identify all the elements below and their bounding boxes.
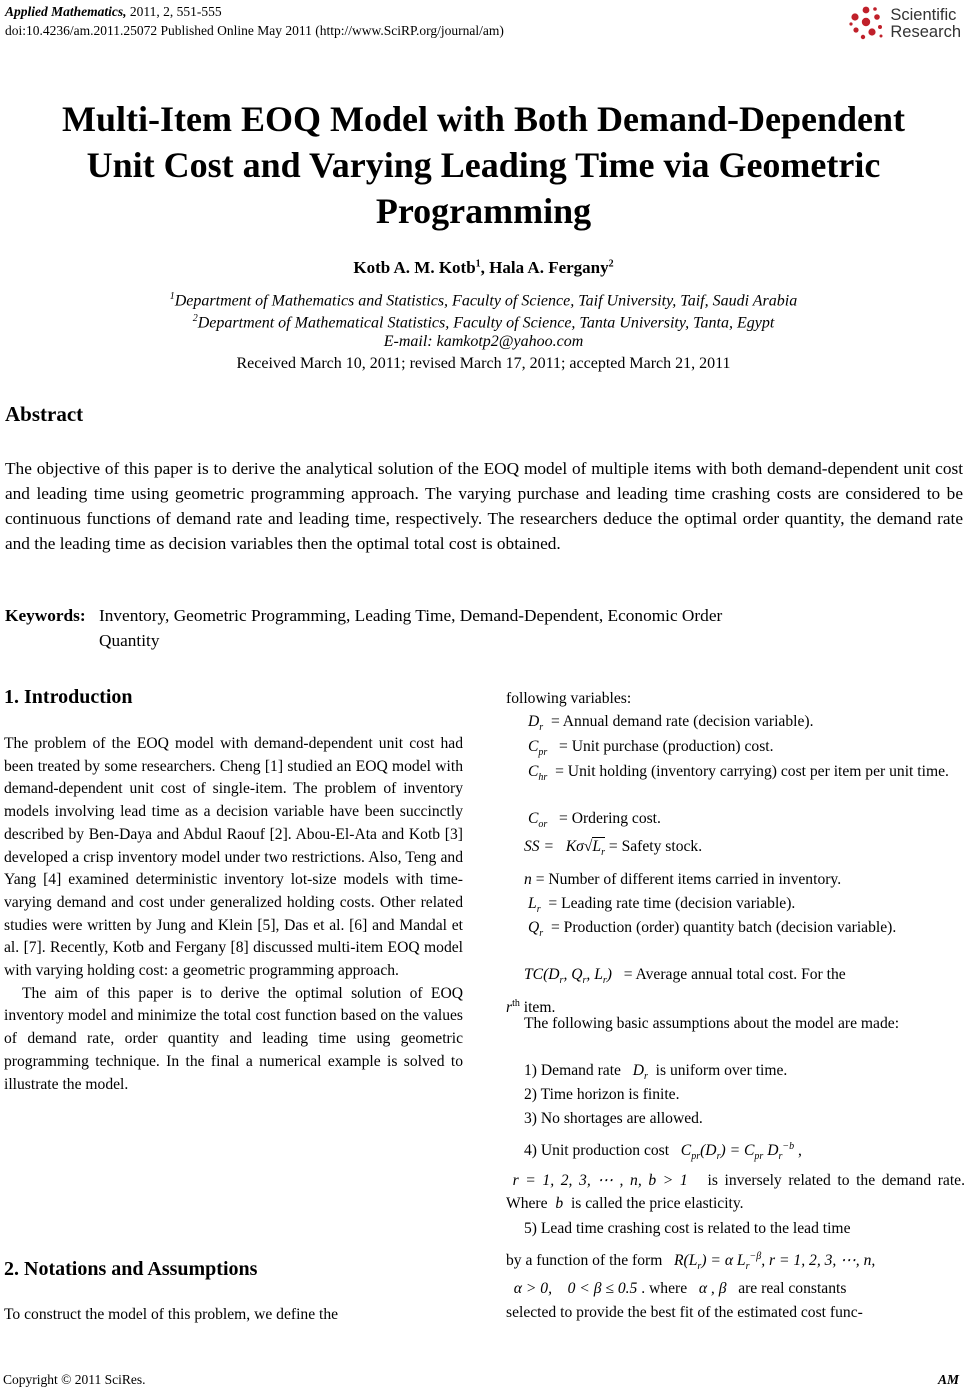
affil-1-text: Department of Mathematics and Statistics, Faculty of Science, Taif University, Taif, Saudi Arabia [174, 292, 798, 310]
intro-body [4, 733, 463, 1096]
assumptions-intro [506, 1013, 965, 1036]
notations-body: To construct the model of this problem, we define the [4, 1306, 339, 1323]
journal-name: Applied Mathematics, [5, 4, 127, 19]
assumption-4-b: b [555, 1194, 564, 1212]
assumption-5-tail-line: selected to provide the best fit of the estimated cost func- [506, 1304, 863, 1321]
var-items [506, 869, 965, 892]
assumption-5-params: α , β [698, 1280, 727, 1297]
var-tc-th: th [512, 997, 520, 1009]
intro-section [4, 686, 463, 709]
assumption-4-formula: $C_{pr}(D_r) = C_{pr}$ $D_r^{-b}$ [680, 1141, 795, 1163]
title-line-3: Programming [375, 191, 592, 231]
var-ordering-sub: or [538, 819, 548, 831]
keywords-text-1: Inventory, Geometric Programming, Leading Time, Demand-Dependent, Economic Order [99, 606, 723, 625]
var-tc-desc: = Average annual total cost. For the [623, 966, 846, 983]
logo-line-2: Research [890, 23, 961, 41]
abstract-heading: Abstract [5, 402, 84, 426]
var-ordering-desc: = Ordering cost. [559, 810, 661, 827]
scirp-logo-icon [846, 4, 886, 44]
var-order-quantity [506, 917, 965, 946]
intro-paragraph-2: The aim of this paper is to derive the optimal solution of EOQ inventory model and minimize the total cost function based on the values of demand rate, order quantity and leading time using geometric programming technique. In the final a numerical example is solved to illustrate the model. [4, 984, 463, 1093]
var-holding-cost [506, 761, 965, 790]
var-unit-cost-desc: = Unit purchase (production) cost. [559, 738, 774, 755]
assumption-4: 4) Unit production cost $C_{pr}(D_r) = C_{pr}$ $D_r^{-b}$ , [524, 1141, 802, 1163]
var-items-desc: = Number of different items carried in inventory. [535, 871, 842, 888]
var-demand-sub: r [539, 722, 544, 734]
keywords [5, 603, 722, 653]
assumption-4-lead: 4) Unit production cost [524, 1142, 670, 1160]
author-list [0, 258, 967, 278]
keywords-label: Keywords: [5, 606, 86, 625]
doi-line: doi:10.4236/am.2011.25072 Published Online May 2011 (http://www.SciRP.org/journal/am) [5, 23, 504, 38]
author-2: , Hala A. Fergany [480, 258, 609, 277]
title-line-2: Unit Cost and Varying Leading Time via Geometric [86, 145, 881, 185]
affil-2-mark: 2 [192, 313, 198, 324]
notations-section [4, 1258, 463, 1281]
intro-paragraph-1: The problem of the EOQ model with demand-dependent unit cost had been treated by some researchers. Cheng [1] studied an EOQ model with demand-dependent unit cost of single-item. The problem of inventory models involving lead time as a decision variable have been succinctly described by Ben-Daya and Abdul Raouf [2]. Abou-El-Ata and Kotb [3] developed a crisp inventory model under two restrictions. Also, Teng and Yang [4] examined deterministic inventory lot-size models with time-varying demand and cost under generalized holding costs. Other related studies were written by Jung and Klein [5], Das et al. [6] and Mandal et al. [7]. Recently, Kotb and Fergany [8] discussed multi-item EOQ model with varying holding cost: a geometric programming approach. [4, 735, 463, 980]
running-header [5, 2, 504, 40]
assumption-2: 2) Time horizon is finite. [524, 1086, 680, 1103]
var-leading-symbol: L [528, 895, 537, 912]
var-tc-symbol: $TC(D_r$, $Q_r$, $L_r$) [524, 966, 612, 987]
var-holding-symbol: C [528, 763, 539, 780]
abstract-text: The objective of this paper is to derive the analytical solution of the EOQ model of multiple items with both demand-dependent unit cost and leading time using geometric programming approach. The varying purchase and leading time crashing costs are considered to be continuous functions of demand rate and leading time, respectively. The researchers deduce the optimal order quantity, the demand rate and the leading time as decision variables then the optimal total cost is obtained. [5, 459, 963, 553]
var-tc-item: item. [519, 999, 556, 1016]
title-line-1: Multi-Item EOQ Model with Both Demand-Dependent [62, 99, 905, 139]
assumption-5-form-lead: by a function of the form [506, 1252, 663, 1270]
assumption-1-tail: is uniform over time. [655, 1062, 788, 1079]
paper-title [0, 96, 967, 234]
assumptions-intro-text: The following basic assumptions about the model are made: [524, 1015, 900, 1032]
var-tc-r: r [506, 999, 513, 1016]
affil-1-mark: 1 [169, 291, 175, 302]
author-2-affil-mark: 2 [608, 258, 614, 270]
var-quantity-desc: = Production (order) quantity batch (decision variable). [550, 919, 897, 936]
var-ss-desc: = Safety stock. [608, 838, 703, 855]
dates-line: Received March 10, 2011; revised March 17, 2011; accepted March 21, 2011 [236, 355, 731, 372]
assumption-1-lead: 1) Demand rate [524, 1062, 621, 1079]
var-holding-sub: hr [538, 772, 548, 784]
assumption-4-tail2: is called the price elasticity. [570, 1194, 744, 1212]
var-ordering-symbol: C [528, 810, 539, 827]
var-ordering-cost [506, 808, 965, 837]
var-holding-desc: = Unit holding (inventory carrying) cost per item per unit time. [555, 763, 949, 780]
var-demand-symbol: D [528, 713, 540, 730]
assumption-3: 3) No shortages are allowed. [524, 1110, 703, 1127]
copyright-footer: Copyright © 2011 SciRes. [3, 1372, 146, 1387]
affil-2-text: Department of Mathematical Statistics, Faculty of Science, Tanta University, Tanta, Egypt [197, 314, 775, 332]
assumption-5-form [506, 1246, 965, 1279]
var-quantity-sub: r [539, 928, 544, 940]
var-leading-sub: r [536, 904, 541, 916]
var-total-cost [506, 964, 965, 1020]
assumption-5-where: . where [641, 1280, 688, 1297]
var-leading-desc: = Leading rate time (decision variable). [548, 895, 796, 912]
var-quantity-symbol: Q [528, 919, 540, 936]
email-label: E-mail [383, 333, 428, 350]
var-ss-radicand-sub: r [601, 847, 605, 859]
var-items-symbol: n [524, 871, 532, 888]
logo-line-1: Scientific [890, 6, 957, 24]
var-unit-cost-sub: pr [538, 747, 548, 759]
var-ss-radicand: L [592, 838, 602, 855]
email-address[interactable]: : kamkotp2@yahoo.com [427, 333, 584, 350]
journal-footer: AM [937, 1372, 959, 1387]
publisher-logo[interactable] [846, 4, 961, 44]
assumption-5-constraint: α > 0, 0 < β ≤ 0.5 [506, 1280, 638, 1297]
assumption-1-symbol: D [632, 1062, 644, 1079]
author-1-affil-mark: 1 [475, 258, 481, 270]
var-ss-expr: Kσ [565, 838, 584, 855]
assumption-5-tail: are real constants [738, 1280, 847, 1297]
assumption-4-tail: is inversely related to the demand rate. Where [506, 1172, 965, 1212]
assumption-5-cond [506, 1278, 965, 1301]
assumption-4-cont [506, 1170, 965, 1215]
notations-heading: 2. Notations and Assumptions [4, 1258, 258, 1280]
var-ss-symbol: SS = [524, 838, 555, 855]
assumption-1-sub: r [643, 1071, 648, 1083]
keywords-text-2: Quantity [99, 631, 160, 650]
journal-citation: 2011, 2, 551-555 [126, 4, 222, 19]
email-line[interactable] [0, 331, 967, 353]
assumption-5-formula: $R(L_r) = \alpha$ $L_r^{-\beta}$, r = 1, 2, 3, ⋯, n, [674, 1251, 876, 1273]
variables-lead: following variables: [506, 690, 632, 707]
var-demand-desc: = Annual demand rate (decision variable). [550, 713, 814, 730]
intro-heading: 1. Introduction [4, 686, 133, 708]
var-safety-stock: SS = $K\sigma√L_r$ = Safety stock. [524, 838, 703, 859]
author-1: Kotb A. M. Kotb [353, 258, 476, 277]
var-unit-cost-symbol: C [528, 738, 539, 755]
assumption-5: 5) Lead time crashing cost is related to the lead time [524, 1220, 851, 1237]
assumption-4-range: r = 1, 2, 3, ⋯ , n, b > 1 [506, 1172, 688, 1189]
